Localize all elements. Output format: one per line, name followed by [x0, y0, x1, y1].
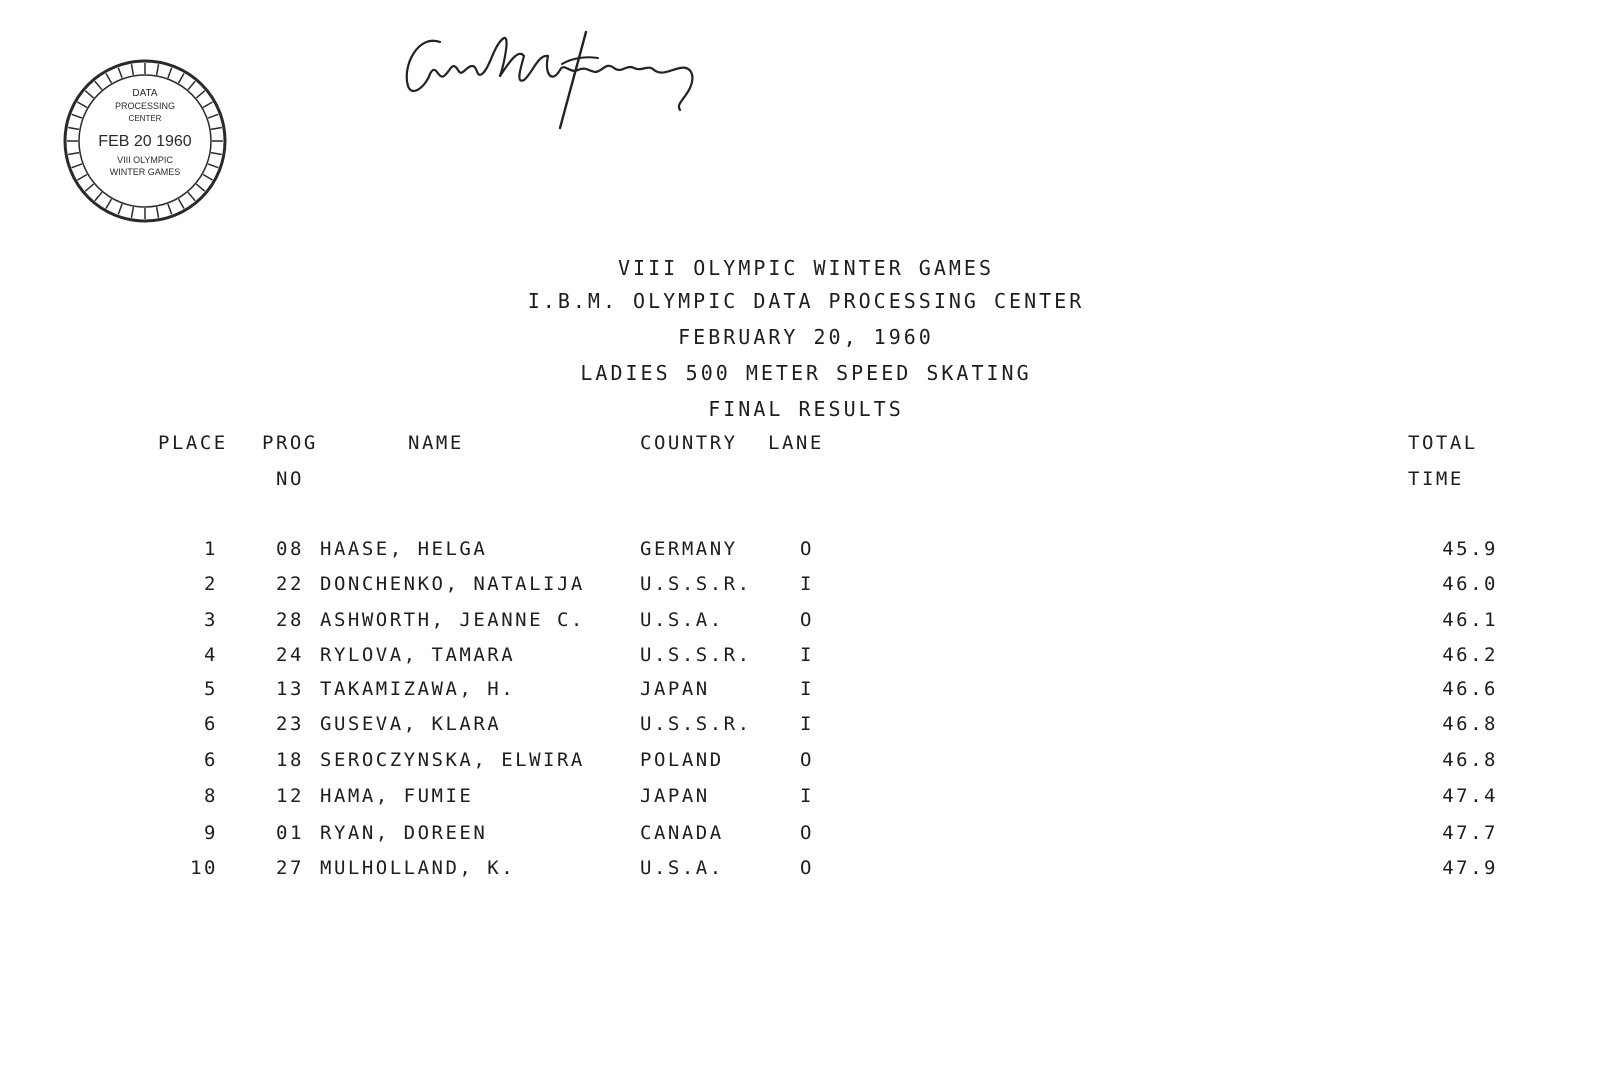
row-place: 8 [204, 785, 218, 807]
row-name: HAMA, FUMIE [320, 785, 474, 807]
table-row [0, 785, 1612, 815]
stamp-seal-icon [60, 56, 230, 226]
row-prog: 12 [276, 785, 304, 807]
row-place: 2 [204, 573, 218, 595]
stamp-tick [211, 127, 222, 129]
stamp-tick [157, 207, 159, 218]
stamp-tick [157, 64, 159, 75]
stamp-tick [196, 184, 204, 191]
row-country: POLAND [640, 749, 724, 771]
row-prog: 27 [276, 857, 304, 879]
table-row [0, 678, 1612, 708]
row-country: U.S.S.R. [640, 573, 752, 595]
stamp-tick [72, 114, 82, 118]
stamp-tick [85, 91, 93, 98]
row-place: 1 [204, 538, 218, 560]
stamp-tick [72, 164, 82, 168]
stamp-line5: VIII OLYMPIC [117, 155, 173, 165]
stamp-tick [95, 81, 102, 89]
row-prog: 22 [276, 573, 304, 595]
row-lane: I [800, 644, 814, 666]
stamp-tick [203, 102, 213, 108]
row-time: 45.9 [1442, 538, 1498, 560]
stamp-tick [131, 207, 133, 218]
stamp-tick [131, 64, 133, 75]
table-row [0, 749, 1612, 779]
stamp-tick [77, 102, 87, 108]
row-place: 9 [204, 822, 218, 844]
stamp-date: FEB 20 1960 [98, 133, 192, 150]
row-name: RYAN, DOREEN [320, 822, 488, 844]
row-prog: 24 [276, 644, 304, 666]
stamp-tick [77, 175, 87, 181]
table-row [0, 644, 1612, 674]
col-name: NAME [408, 432, 464, 454]
col-prog-no: NO [276, 468, 304, 490]
stamp-tick [208, 114, 218, 118]
row-prog: 01 [276, 822, 304, 844]
row-name: HAASE, HELGA [320, 538, 488, 560]
row-country: U.S.A. [640, 609, 724, 631]
stamp-tick [196, 91, 204, 98]
row-time: 47.4 [1442, 785, 1498, 807]
stamp-tick [85, 184, 93, 191]
row-country: JAPAN [640, 678, 710, 700]
stamp-tick [208, 164, 218, 168]
row-lane: I [800, 785, 814, 807]
stamp-line1: DATA [132, 88, 158, 99]
col-place: PLACE [158, 432, 228, 454]
row-prog: 18 [276, 749, 304, 771]
row-name: ASHWORTH, JEANNE C. [320, 609, 585, 631]
date-line: FEBRUARY 20, 1960 [678, 325, 934, 349]
row-lane: I [800, 713, 814, 735]
row-lane: I [800, 678, 814, 700]
row-time: 46.0 [1442, 573, 1498, 595]
row-name: SEROCZYNSKA, ELWIRA [320, 749, 585, 771]
stamp-tick [68, 127, 79, 129]
row-prog: 13 [276, 678, 304, 700]
stamp-tick [118, 204, 122, 214]
stamp-tick [211, 153, 222, 155]
row-name: MULHOLLAND, K. [320, 857, 516, 879]
row-name: RYLOVA, TAMARA [320, 644, 516, 666]
stamp-tick [106, 199, 112, 209]
table-row [0, 573, 1612, 603]
row-place: 4 [204, 644, 218, 666]
row-time: 47.9 [1442, 857, 1498, 879]
row-prog: 28 [276, 609, 304, 631]
row-lane: O [800, 857, 814, 879]
stamp-tick [203, 175, 213, 181]
col-country: COUNTRY [640, 432, 738, 454]
stamp-tick [68, 153, 79, 155]
row-prog: 23 [276, 713, 304, 735]
row-place: 6 [204, 713, 218, 735]
row-lane: O [800, 609, 814, 631]
event-title: LADIES 500 METER SPEED SKATING [580, 361, 1032, 385]
table-row [0, 609, 1612, 639]
row-time: 47.7 [1442, 822, 1498, 844]
row-time: 46.2 [1442, 644, 1498, 666]
col-prog: PROG [262, 432, 318, 454]
row-country: U.S.A. [640, 857, 724, 879]
stamp-tick [168, 68, 172, 78]
row-time: 46.1 [1442, 609, 1498, 631]
stamp-tick [95, 192, 102, 200]
results-title: FINAL RESULTS [708, 397, 904, 421]
row-time: 46.8 [1442, 713, 1498, 735]
stamp-tick [179, 73, 185, 83]
stamp-tick [188, 81, 195, 89]
date-stamp [60, 56, 230, 226]
row-place: 3 [204, 609, 218, 631]
col-total: TOTAL [1408, 432, 1478, 454]
stamp-line2: PROCESSING [114, 101, 176, 111]
stamp-tick [179, 199, 185, 209]
row-country: JAPAN [640, 785, 710, 807]
row-lane: O [800, 538, 814, 560]
row-country: CANADA [640, 822, 724, 844]
row-place: 6 [204, 749, 218, 771]
col-time: TIME [1408, 468, 1464, 490]
row-lane: O [800, 822, 814, 844]
stamp-line6: WINTER GAMES [109, 167, 181, 177]
signature-icon [400, 14, 720, 134]
stamp-tick [118, 68, 122, 78]
row-country: U.S.S.R. [640, 644, 752, 666]
row-name: GUSEVA, KLARA [320, 713, 502, 735]
center-title: I.B.M. OLYMPIC DATA PROCESSING CENTER [527, 289, 1085, 313]
row-time: 46.6 [1442, 678, 1498, 700]
row-lane: I [800, 573, 814, 595]
table-row [0, 538, 1612, 568]
row-name: TAKAMIZAWA, H. [320, 678, 516, 700]
row-place: 10 [190, 857, 218, 879]
stamp-tick [188, 192, 195, 200]
stamp-tick [106, 73, 112, 83]
row-time: 46.8 [1442, 749, 1498, 771]
table-row [0, 822, 1612, 852]
row-lane: O [800, 749, 814, 771]
row-country: U.S.S.R. [640, 713, 752, 735]
row-place: 5 [204, 678, 218, 700]
signature [400, 14, 720, 134]
col-lane: LANE [768, 432, 824, 454]
row-name: DONCHENKO, NATALIJA [320, 573, 585, 595]
table-row [0, 713, 1612, 743]
stamp-line3: CENTER [128, 114, 162, 123]
stamp-tick [168, 204, 172, 214]
row-prog: 08 [276, 538, 304, 560]
games-title: VIII OLYMPIC WINTER GAMES [617, 256, 995, 280]
row-country: GERMANY [640, 538, 738, 560]
table-row [0, 857, 1612, 887]
